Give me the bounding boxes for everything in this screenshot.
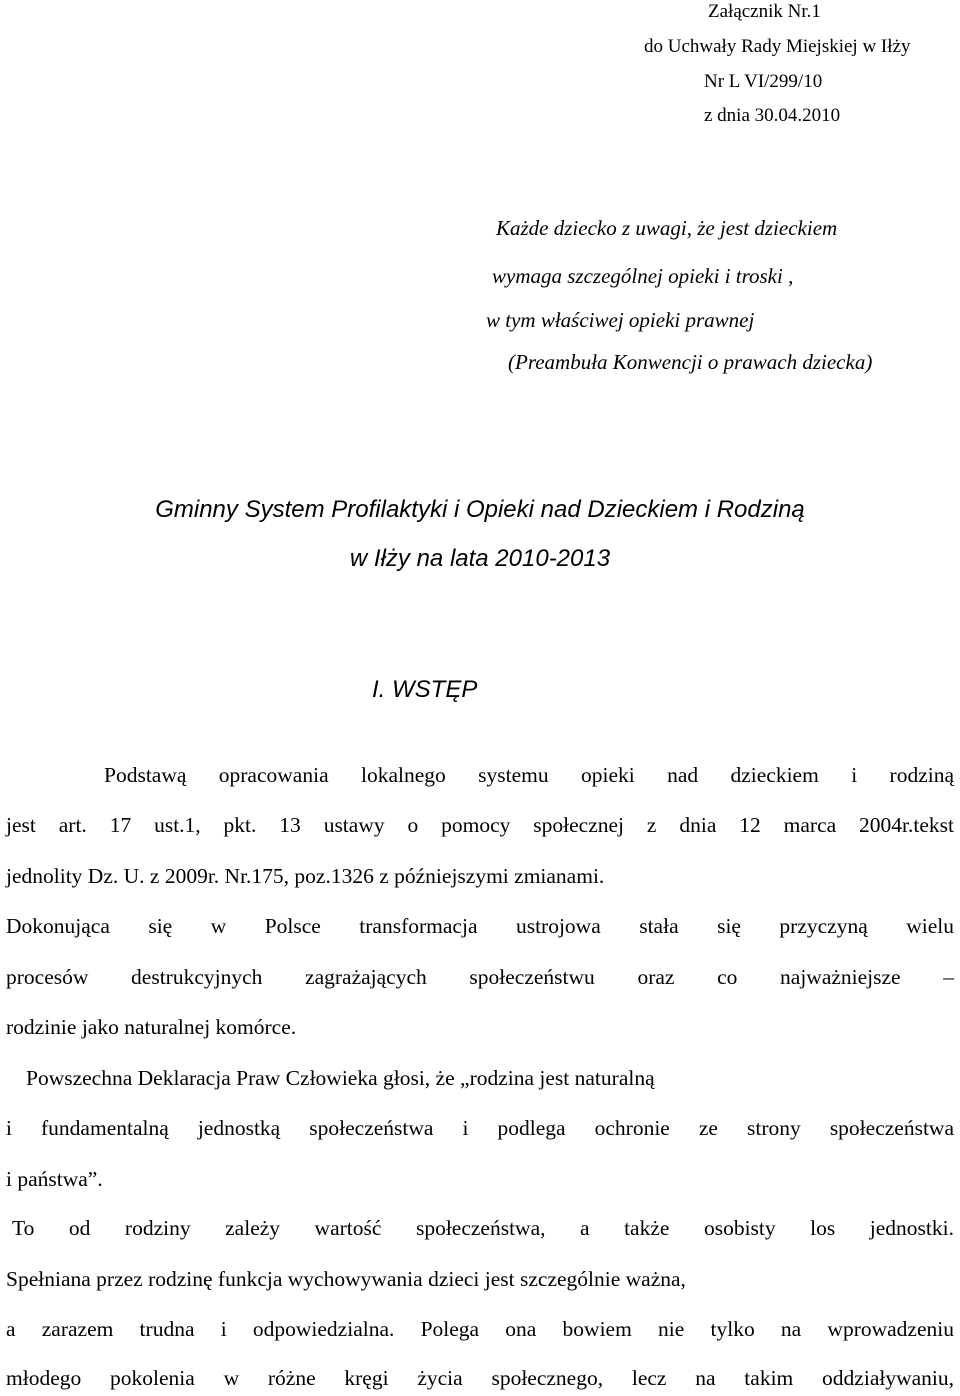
attachment-number: Załącznik Nr.1: [708, 1, 821, 22]
section-heading: I. WSTĘP: [372, 676, 478, 703]
resolution-body: do Uchwały Rady Miejskiej w Iłży: [644, 36, 911, 57]
body-line: jednolity Dz. U. z 2009r. Nr.175, poz.1326 z późniejszymi zmianami.: [6, 864, 605, 888]
motto-line: w tym właściwej opieki prawnej: [486, 308, 755, 332]
resolution-number: Nr L VI/299/10: [704, 71, 823, 92]
body-line: Powszechna Deklaracja Praw Człowieka głosi, że „rodzina jest naturalną: [26, 1066, 655, 1090]
body-line: i państwa”.: [6, 1167, 103, 1191]
motto-line: wymaga szczególnej opieki i troski ,: [492, 264, 794, 288]
body-line: jest art. 17 ust.1, pkt. 13 ustawy o pomocy społecznej z dnia 12 marca 2004r.tekst: [6, 813, 954, 837]
body-line: Spełniana przez rodzinę funkcja wychowywania dzieci jest szczególnie ważna,: [6, 1267, 686, 1291]
body-line: Podstawą opracowania lokalnego systemu opieki nad dzieckiem i rodziną: [104, 763, 954, 787]
motto-source: (Preambuła Konwencji o prawach dziecka): [508, 350, 873, 374]
document-title: Gminny System Profilaktyki i Opieki nad Dzieckiem i Rodziną: [155, 496, 805, 523]
body-line: rodzinie jako naturalnej komórce.: [6, 1015, 297, 1039]
body-line: To od rodziny zależy wartość społeczeństwa, a także osobisty los jednostki.: [12, 1216, 954, 1240]
body-line: i fundamentalną jednostką społeczeństwa i podlega ochronie ze strony społeczeństwa: [6, 1116, 954, 1140]
resolution-date: z dnia 30.04.2010: [704, 105, 841, 126]
body-line: młodego pokolenia w różne kręgi życia społecznego, lecz na takim oddziaływaniu,: [6, 1366, 954, 1390]
body-line: a zarazem trudna i odpowiedzialna. Polega ona bowiem nie tylko na wprowadzeniu: [6, 1317, 954, 1341]
body-line: procesów destrukcyjnych zagrażających społeczeństwu oraz co najważniejsze –: [6, 965, 954, 989]
body-line: Dokonująca się w Polsce transformacja ustrojowa stała się przyczyną wielu: [6, 914, 954, 938]
motto-line: Każde dziecko z uwagi, że jest dzieckiem: [496, 216, 838, 240]
document-title-continued: w Iłży na lata 2010-2013: [349, 545, 611, 572]
